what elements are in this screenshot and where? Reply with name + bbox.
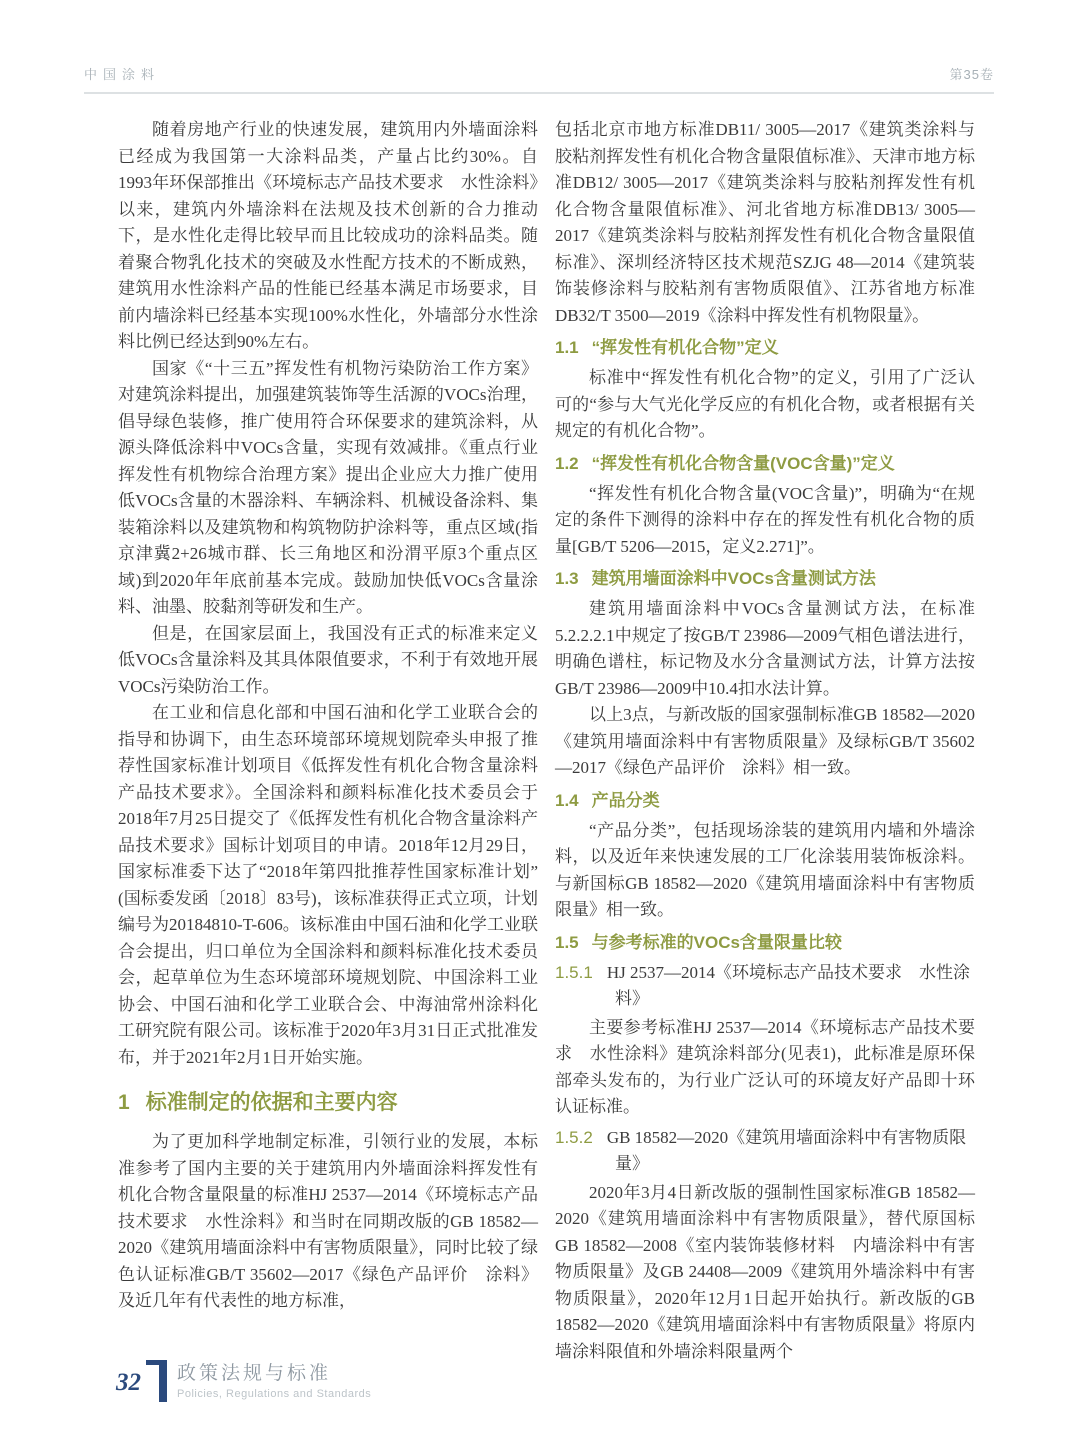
paragraph: 包括北京市地方标准DB11/ 3005—2017《建筑类涂料与胶粘剂挥发性有机化合物含量限值标准》、天津市地方标准DB12/ 3005—2017《建筑类涂料与胶粘剂挥发性有机化合物含量限值标准》、河北省地方标准DB13/ 3005—2017《建筑类涂料与胶粘剂挥发性有机化合物含量限值标准》、深圳经济特区技术规范SZJG 48—2014《建筑装饰装修涂料与胶粘剂有害物质限值》、江苏省地方标准DB32/T 3500—2019《涂料中挥发性有机物限量》。	[555, 120, 975, 325]
section-title: “挥发性有机化合物”定义	[591, 338, 779, 357]
section-title: 标准制定的依据和主要内容	[145, 1091, 398, 1114]
section-heading-1-3	[555, 565, 975, 592]
paragraph: 国家《“十三五”挥发性有机物污染防治工作方案》对建筑涂料提出，加强建筑装饰等生活源的VOCs治理，倡导绿色装修，推广使用符合环保要求的建筑涂料，从源头降低涂料中VOCs含量，实现有效减排。《重点行业挥发性有机物综合治理方案》提出企业应大力推广使用低VOCs含量的木器涂料、车辆涂料、机械设备涂料、集装箱涂料以及建筑物和构筑物防护涂料等，重点区域(指京津冀2+26城市群、长三角地区和汾渭平原3个重点区域)到2020年年底前基本完成。鼓励加快低VOCs含量涂料、油墨、胶黏剂等研发和生产。	[118, 358, 538, 616]
footer-bracket-decoration	[146, 1360, 167, 1402]
page-number: 32	[116, 1369, 141, 1396]
section-number: 1.5	[555, 932, 579, 952]
paragraph: 建筑用墙面涂料中VOCs含量测试方法，在标准5.2.2.2.1中规定了按GB/T 23986—2009气相色谱法进行，明确色谱柱，标记物及水分含量测试方法，计算方法按GB/T 23986—2009中10.4扣水法计算。	[555, 599, 975, 698]
right-column	[555, 117, 975, 1365]
section-heading-1-5	[555, 929, 975, 956]
paragraph: 主要参考标准HJ 2537—2014《环境标志产品技术要求 水性涂料》建筑涂料部分(见表1)，此标准是原环保部牵头发布的，为行业广泛认可的环境友好产品即十环认证标准。	[555, 1017, 975, 1116]
section-number: 1.2	[555, 453, 579, 473]
section-heading-1-5-2	[555, 1125, 975, 1178]
paragraph: 为了更加科学地制定标准，引领行业的发展，本标准参考了国内主要的关于建筑用内外墙面涂料挥发性有机化合物含量限量的标准HJ 2537—2014《环境标志产品技术要求 水性涂料》和当时在同期改版的GB 18582—2020《建筑用墙面涂料中有害物质限量》，同时比较了绿色认证标准GB/T 35602—2017《绿色产品评价 涂料》及近几年有代表性的地方标准，	[118, 1132, 538, 1310]
section-title: 产品分类	[591, 790, 660, 810]
page-header	[84, 64, 994, 94]
paragraph: 2020年3月4日新改版的强制性国家标准GB 18582—2020《建筑用墙面涂料中有害物质限量》，替代原国标GB 18582—2008《室内装饰装修材料 内墙涂料中有害物质限量》及GB 24408—2009《建筑用外墙涂料中有害物质限量》，2020年12月1日起开始执行。新改版的GB 18582—2020《建筑用墙面涂料中有害物质限量》将原内墙涂料限值和外墙涂料限量两个	[555, 1182, 975, 1361]
section-title: GB 18582—2020《建筑用墙面涂料中有害物质限量》	[606, 1127, 967, 1173]
footer-section-title-en: Policies, Regulations and Standards	[177, 1388, 372, 1400]
section-title: 建筑用墙面涂料中VOCs含量测试方法	[591, 569, 876, 588]
section-number: 1.4	[555, 790, 579, 810]
paragraph: 但是，在国家层面上，我国没有正式的标准来定义低VOCs含量涂料及其具体限值要求，不利于有效地开展VOCs污染防治工作。	[118, 623, 538, 696]
paragraph: 在工业和信息化部和中国石油和化学工业联合会的指导和协调下，由生态环境部环境规划院牵头申报了推荐性国家标准计划项目《低挥发性有机化合物含量涂料产品技术要求》。全国涂料和颜料标准化技术委员会于2018年7月25日提交了《低挥发性有机化合物含量涂料产品技术要求》国标计划项目的申请。2018年12月29日，国家标准委下达了“2018年第四批推荐性国家标准计划”(国标委发函〔2018〕83号)，该标准获得正式立项，计划编号为20184810-T-606。该标准由中国石油和化学工业联合会提出，归口单位为全国涂料和颜料标准化技术委员会，起草单位为生态环境部环境规划院、中国涂料工业协会、中国石油和化学工业联合会、中海油常州涂料化工研究院有限公司。该标准于2020年3月31日正式批准发布，并于2021年2月1日开始实施。	[118, 703, 538, 1067]
section-heading-1-1	[555, 334, 975, 361]
page-footer	[116, 1360, 371, 1402]
paragraph: 随着房地产行业的快速发展，建筑用内外墙面涂料已经成为我国第一大涂料品类，产量占比约30%。自1993年环保部推出《环境标志产品技术要求 水性涂料》以来，建筑内外墙涂料在法规及技术创新的合力推动下，是水性化走得比较早而且比较成功的涂料品类。随着聚合物乳化技术的突破及水性配方技术的不断成熟，建筑用水性涂料产品的性能已经基本满足市场要求，目前内墙涂料已经基本实现100%水性化，外墙部分水性涂料比例已经达到90%左右。	[118, 120, 538, 351]
section-title: HJ 2537—2014《环境标志产品技术要求 水性涂料》	[606, 962, 970, 1008]
footer-section-title-cn: 政策法规与标准	[177, 1363, 332, 1384]
paragraph: “挥发性有机化合物含量(VOC含量)”，明确为“在规定的条件下测得的涂料中存在的挥发性有机化合物的质量[GB/T 5206—2015，定义2.271]”。	[555, 483, 975, 556]
section-title: “挥发性有机化合物含量(VOC含量)”定义	[591, 453, 895, 473]
section-number: 1.3	[555, 569, 579, 588]
footer-section-labels	[177, 1360, 371, 1400]
left-column	[118, 117, 538, 1365]
article-body	[118, 117, 975, 1365]
section-number: 1	[118, 1091, 130, 1114]
section-number: 1.1	[555, 338, 579, 357]
volume-label: 第35卷	[949, 67, 994, 82]
section-heading-1	[118, 1088, 538, 1118]
paragraph: 标准中“挥发性有机化合物”的定义，引用了广泛认可的“参与大气光化学反应的有机化合物，或者根据有关规定的有机化合物”。	[555, 368, 975, 440]
section-number: 1.5.2	[555, 1127, 593, 1147]
section-title: 与参考标准的VOCs含量限量比较	[591, 932, 842, 952]
journal-title: 中国涂料	[84, 67, 161, 82]
section-heading-1-2	[555, 450, 975, 477]
section-number: 1.5.1	[555, 962, 593, 982]
paragraph: 以上3点，与新改版的国家强制标准GB 18582—2020《建筑用墙面涂料中有害物质限量》及绿标GB/T 35602—2017《绿色产品评价 涂料》相一致。	[555, 705, 975, 777]
section-heading-1-5-1	[555, 960, 975, 1013]
paragraph: “产品分类”，包括现场涂装的建筑用内墙和外墙涂料，以及近年来快速发展的工厂化涂装用装饰板涂料。与新国标GB 18582—2020《建筑用墙面涂料中有害物质限量》相一致。	[555, 820, 975, 919]
section-heading-1-4	[555, 787, 975, 814]
